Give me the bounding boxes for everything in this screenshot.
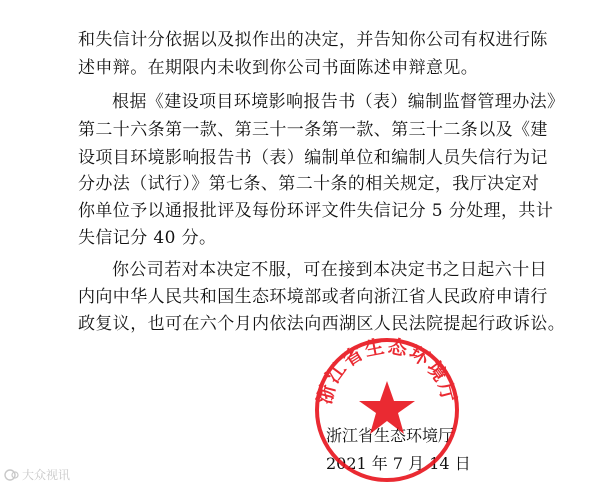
paragraph-3-line-3: 政复议，也可在六个月内依法向西湖区人民法院提起行政诉讼。 xyxy=(78,314,566,334)
issue-date: 2021 年 7 月 14 日 xyxy=(326,454,471,473)
watermark-logo-icon xyxy=(4,469,20,481)
issuer-name: 浙江省生态环境厅 xyxy=(326,426,455,445)
paragraph-3-line-2: 内向中华人民共和国生态环境部或者向浙江省人民政府申请行 xyxy=(78,287,548,307)
paragraph-1-line-1: 和失信计分依据以及拟作出的决定，并告知你公司有权进行陈 xyxy=(78,30,548,50)
paragraph-2-line-4: 分办法（试行）》第七条、第二十条的相关规定，我厅决定对 xyxy=(78,174,540,194)
watermark-text: 大众视讯 xyxy=(22,468,71,482)
official-seal xyxy=(312,335,462,485)
paragraph-2-line-1: 根据《建设项目环境影响报告书（表）编制监督管理办法》 xyxy=(112,92,565,112)
paragraph-2-line-5: 你单位予以通报批评及每份环评文件失信记分 5 分处理，共计 xyxy=(78,201,554,221)
paragraph-3-line-1: 你公司若对本决定不服，可在接到本决定书之日起六十日 xyxy=(112,260,547,280)
seal-star-icon xyxy=(359,381,415,434)
paragraph-2-line-2: 第二十六条第一款、第三十一条第一款、第三十二条以及《建 xyxy=(78,120,548,140)
paragraph-2-line-6: 失信记分 40 分。 xyxy=(78,228,217,248)
paragraph-1-line-2: 述申辩。在期限内未收到你公司书面陈述申辩意见。 xyxy=(78,58,479,78)
paragraph-2-line-3: 设项目环境影响报告书（表）编制单位和编制人员失信行为记 xyxy=(78,148,548,168)
watermark xyxy=(4,466,70,483)
seal-text: 浙江省生态环境厅 xyxy=(313,335,461,407)
